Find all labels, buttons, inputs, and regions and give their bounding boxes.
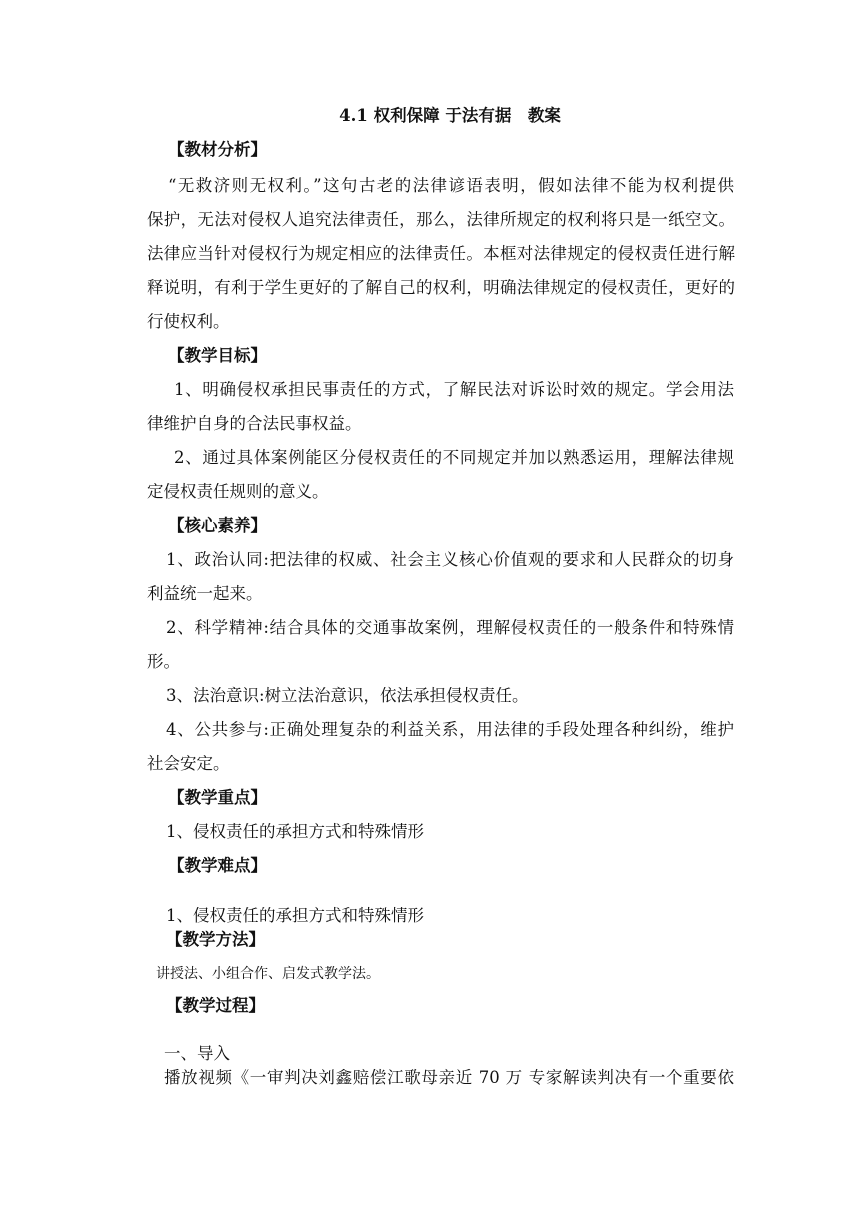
paragraph-line: 定侵权责任规则的意义。 bbox=[147, 482, 329, 501]
paragraph-line: 播放视频《一审判决刘鑫赔偿江歌母亲近 70 万 专家解读判决有一个重要依 bbox=[164, 1068, 734, 1087]
heading-teaching-method: 【教学方法】 bbox=[166, 930, 265, 949]
heading-teaching-focus: 【教学重点】 bbox=[168, 788, 267, 807]
paragraph-line: 1、侵权责任的承担方式和特殊情形 bbox=[166, 822, 424, 841]
paragraph-line: 1、政治认同:把法律的权威、社会主义核心价值观的要求和人民群众的切身 bbox=[166, 550, 734, 569]
paragraph-line: 2、通过具体案例能区分侵权责任的不同规定并加以熟悉运用，理解法律规 bbox=[174, 448, 734, 467]
heading-core-literacy: 【核心素养】 bbox=[168, 516, 267, 535]
paragraph-line: 3、法治意识:树立法治意识，依法承担侵权责任。 bbox=[166, 686, 529, 705]
paragraph-line: 保护，无法对侵权人追究法律责任，那么，法律所规定的权利将只是一纸空文。 bbox=[147, 210, 735, 229]
paragraph-line: 释说明，有利于学生更好的了解自己的权利，明确法律规定的侵权责任，更好的 bbox=[147, 278, 735, 297]
heading-teaching-goals: 【教学目标】 bbox=[168, 346, 267, 365]
document-title: 4.1 权利保障 于法有据 教案 bbox=[339, 106, 561, 125]
paragraph-line: 法律应当针对侵权行为规定相应的法律责任。本框对法律规定的侵权责任进行解 bbox=[147, 244, 735, 263]
paragraph-line: 形。 bbox=[147, 652, 180, 671]
paragraph-line: 社会安定。 bbox=[147, 754, 230, 773]
paragraph-line: “无救济则无权利。”这句古老的法律谚语表明，假如法律不能为权利提供 bbox=[168, 176, 734, 195]
heading-textbook-analysis: 【教材分析】 bbox=[168, 140, 267, 159]
paragraph-line: 行使权利。 bbox=[147, 312, 230, 331]
paragraph-line: 讲授法、小组合作、启发式教学法。 bbox=[156, 966, 380, 982]
paragraph-line: 律维护自身的合法民事权益。 bbox=[147, 414, 362, 433]
subheading-introduction: 一、导入 bbox=[164, 1044, 230, 1063]
paragraph-line: 1、侵权责任的承担方式和特殊情形 bbox=[166, 906, 424, 925]
paragraph-line: 利益统一起来。 bbox=[147, 584, 263, 603]
paragraph-line: 2、科学精神:结合具体的交通事故案例，理解侵权责任的一般条件和特殊情 bbox=[166, 618, 734, 637]
heading-teaching-process: 【教学过程】 bbox=[166, 996, 265, 1015]
heading-teaching-difficulty: 【教学难点】 bbox=[168, 856, 267, 875]
paragraph-line: 1、明确侵权承担民事责任的方式，了解民法对诉讼时效的规定。学会用法 bbox=[174, 380, 734, 399]
paragraph-line: 4、公共参与:正确处理复杂的利益关系，用法律的手段处理各种纠纷，维护 bbox=[166, 720, 734, 739]
